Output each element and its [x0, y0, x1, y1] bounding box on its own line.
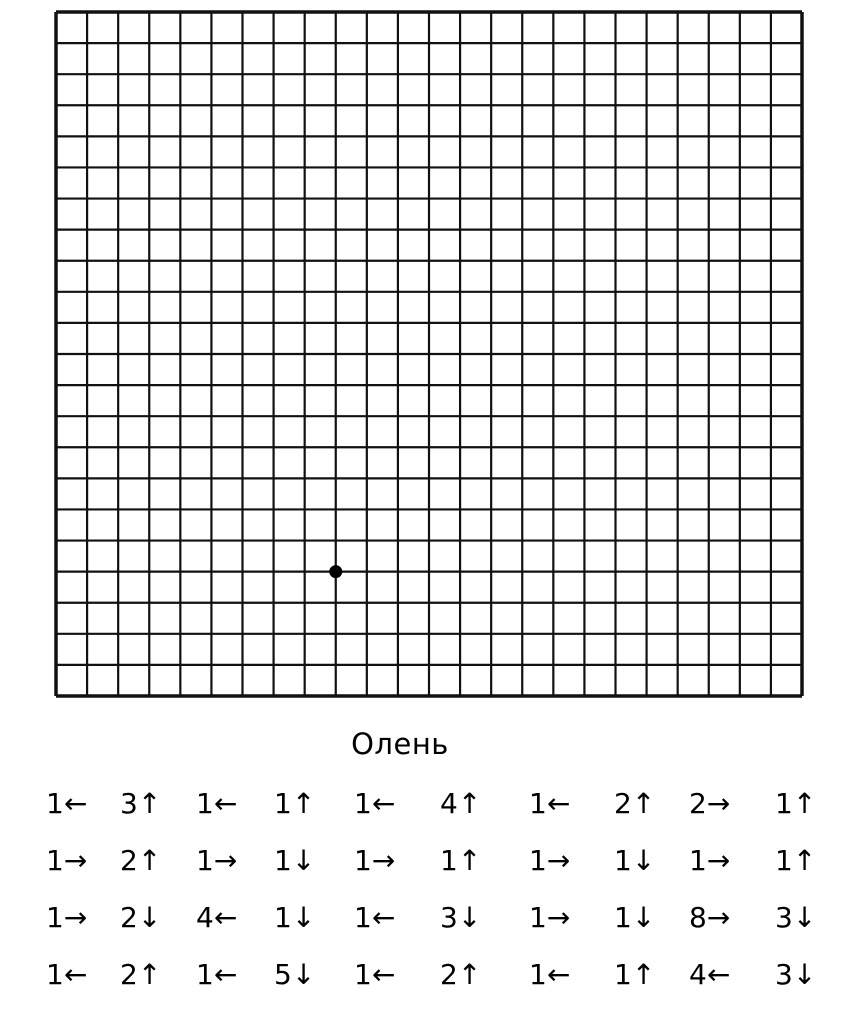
step-item: 1↓ — [274, 901, 316, 934]
step-item: 1↑ — [274, 787, 316, 820]
step-item: 1← — [529, 787, 571, 820]
step-item: 1↑ — [614, 958, 656, 991]
step-item: 1← — [529, 958, 571, 991]
step-item: 1→ — [46, 901, 88, 934]
step-instructions — [46, 782, 846, 1010]
step-item: 4← — [689, 958, 731, 991]
step-item: 2↑ — [120, 958, 162, 991]
step-item: 8→ — [689, 901, 731, 934]
step-item: 4← — [196, 901, 238, 934]
step-item: 1→ — [529, 901, 571, 934]
step-item: 1→ — [529, 844, 571, 877]
step-item: 1← — [354, 958, 396, 991]
puzzle-title: Олень — [351, 727, 449, 761]
step-item: 1← — [46, 787, 88, 820]
step-item: 1↓ — [614, 844, 656, 877]
step-item: 1← — [196, 958, 238, 991]
step-item: 3↓ — [440, 901, 482, 934]
step-row — [46, 953, 846, 1010]
step-item: 2↓ — [120, 901, 162, 934]
step-item: 2↑ — [120, 844, 162, 877]
start-point-dot — [329, 565, 342, 578]
step-item: 1→ — [196, 844, 238, 877]
step-item: 1→ — [46, 844, 88, 877]
step-item: 1↑ — [775, 787, 817, 820]
step-row — [46, 839, 846, 896]
step-item: 4↑ — [440, 787, 482, 820]
step-item: 2↑ — [440, 958, 482, 991]
step-item: 5↓ — [274, 958, 316, 991]
step-item: 1↑ — [775, 844, 817, 877]
step-item: 1↑ — [440, 844, 482, 877]
step-item: 3↓ — [775, 958, 817, 991]
step-item: 1↓ — [274, 844, 316, 877]
step-item: 2↑ — [614, 787, 656, 820]
step-item: 1← — [46, 958, 88, 991]
step-item: 1← — [196, 787, 238, 820]
step-item: 1↓ — [614, 901, 656, 934]
step-row — [46, 896, 846, 953]
step-item: 2→ — [689, 787, 731, 820]
step-item: 3↑ — [120, 787, 162, 820]
step-item: 3↓ — [775, 901, 817, 934]
step-item: 1→ — [354, 844, 396, 877]
step-item: 1← — [354, 901, 396, 934]
step-item: 1← — [354, 787, 396, 820]
step-item: 1→ — [689, 844, 731, 877]
step-row — [46, 782, 846, 839]
